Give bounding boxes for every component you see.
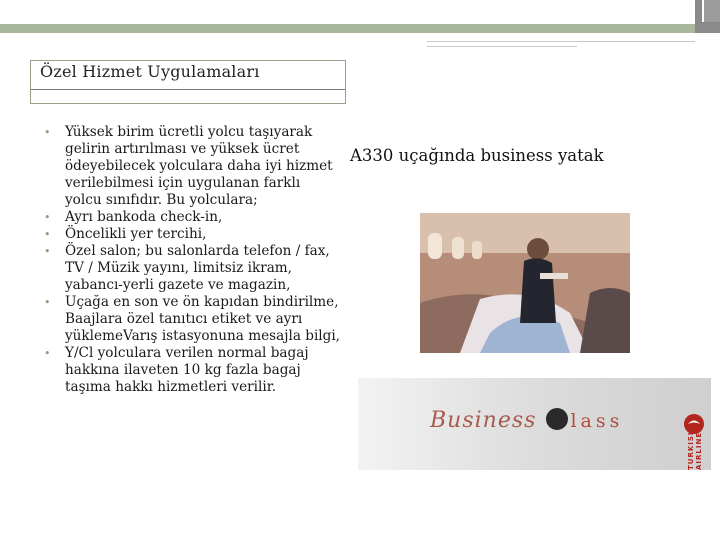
bullet-icon: • [44,347,51,360]
bullet-list [30,124,340,396]
list-item [30,209,340,226]
list-item-text: Y/Cl yolculara verilen normal bagaj hakkına ilaveten 10 kg fazla bagaj taşıma hakkı hizmetleri verilir. [65,345,309,395]
header-divider-short [427,46,577,47]
airline-name: TURKISH AIRLINES [687,425,703,470]
logo-word-right: lass [570,410,624,432]
list-item-text: Özel salon; bu salonlarda telefon / fax, TV / Müzik yayını, limitsiz ikram, yabancı-yerli gazete ve magazin, [65,243,330,293]
header-divider [427,41,695,42]
bullet-icon: • [44,245,51,258]
list-item [30,226,340,243]
image-caption: A330 uçağında business yatak [350,146,604,165]
cabin-photo [420,213,630,353]
header-accent-bar [0,24,695,33]
logo-word-left: Business [430,408,537,433]
bullet-icon: • [44,296,51,309]
business-class-logo [358,378,711,470]
cabin-photo-icon [420,213,630,353]
title-box [30,60,346,104]
page-title: Özel Hizmet Uygulamaları [40,62,260,81]
list-item [30,345,340,396]
list-item [30,294,340,345]
logo-circle-icon [546,408,568,430]
list-item [30,124,340,209]
logo-wordmark [430,408,623,433]
list-item-text: Ayrı bankoda check-in, [65,209,223,225]
bullet-icon: • [44,126,51,139]
list-item-text: Öncelikli yer tercihi, [65,226,207,242]
list-item-text: Uçağa en son ve ön kapıdan bindirilme, Baajlara özel tanıtıcı etiket ve ayrı yüklemeVarış istasyonuna mesajla bilgi, [65,294,341,344]
list-item [30,243,340,294]
bullet-icon: • [44,211,51,224]
title-underline [31,89,345,90]
header-corner-block-inner [702,0,720,22]
list-item-text: Yüksek birim ücretli yolcu taşıyarak gelirin artırılması ve yüksek ücret ödeyebilecek yolculara daha iyi hizmet verilebilmesi için uygulanan farklı yolcu sınıfıdır. Bu yolculara; [65,124,333,208]
bullet-icon: • [44,228,51,241]
